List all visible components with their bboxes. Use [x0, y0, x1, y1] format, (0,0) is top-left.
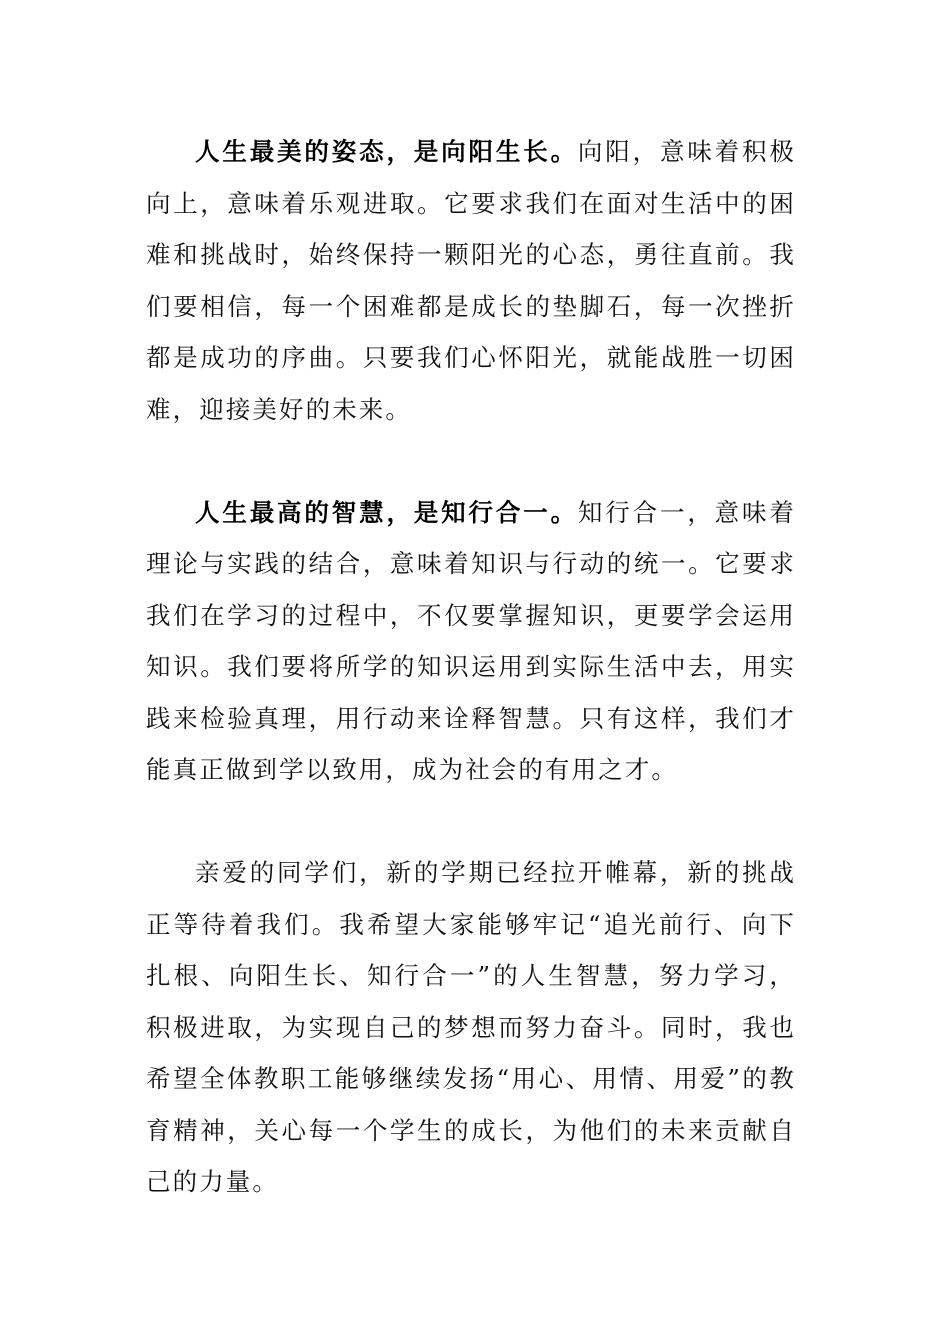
paragraph-lead-heading: 人生最美的姿态，是向阳生长。 [195, 137, 578, 166]
paragraph-closing-address [146, 847, 796, 1208]
paragraph-text: 知行合一，意味着理论与实践的结合，意味着知识与行动的统一。它要求我们在学习的过程中，不仅要掌握知识，更要学会运用知识。我们要将所学的知识运用到实际生活中去，用实践来检验真理，用行动来诠释智慧。只有这样，我们才能真正做到学以致用，成为社会的有用之才。 [146, 497, 796, 784]
document-body [146, 126, 796, 1259]
paragraph-lead-heading: 人生最高的智慧，是知行合一。 [195, 497, 578, 527]
paragraph-text: 亲爱的同学们，新的学期已经拉开帷幕，新的挑战正等待着我们。我希望大家能够牢记“追光前行、向下扎根、向阳生长、知行合一”的人生智慧，努力学习，积极进取，为实现自己的梦想而努力奋斗。同时，我也希望全体教职工能够继续发扬“用心、用情、用爱”的教育精神，关心每一个学生的成长，为他们的未来贡献自己的力量。 [146, 858, 796, 1196]
paragraph-sunward-growth [146, 126, 796, 435]
paragraph-text: 向阳，意味着积极向上，意味着乐观进取。它要求我们在面对生活中的困难和挑战时，始终保持一颗阳光的心态，勇往直前。我们要相信，每一个困难都是成长的垫脚石，每一次挫折都是成功的序曲。只要我们心怀阳光，就能战胜一切困难，迎接美好的未来。 [146, 137, 796, 424]
paragraph-knowledge-action [146, 487, 796, 796]
